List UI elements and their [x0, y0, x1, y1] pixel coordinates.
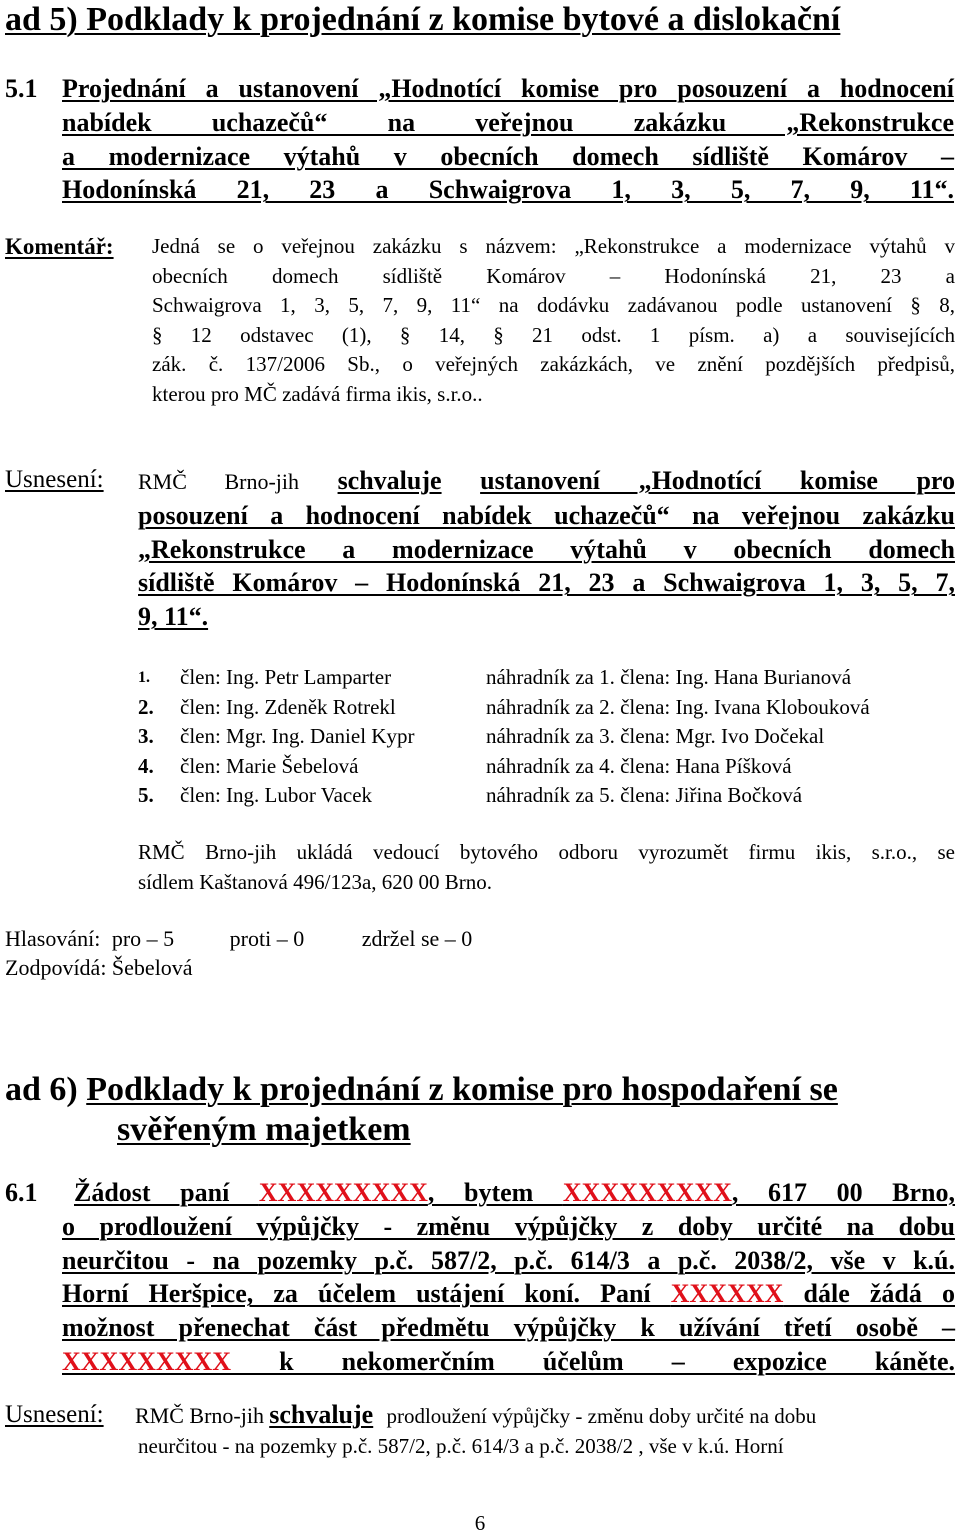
substitute-name: náhradník za 4. člena: Hana Píšková	[486, 753, 792, 778]
resolution-label-ad6: Usnesení:	[5, 1401, 104, 1428]
resolution-label-ad5: Usnesení:	[5, 466, 104, 493]
committee-members-list	[138, 663, 958, 811]
redacted-surname: XXXXXX	[670, 1279, 784, 1309]
voting-row	[5, 924, 472, 954]
comment-line: obecních domech sídliště Komárov – Hodonínská 21, 23 a	[152, 263, 955, 288]
member-name: člen: Ing. Zdeněk Rotrekl	[180, 694, 396, 719]
resolution-verb: schvaluje	[269, 1400, 374, 1429]
item-text: k nekomerčním účelům – expozice káněte.	[231, 1346, 955, 1376]
item-line: neurčitou - na pozemky p.č. 587/2, p.č. 614/3 a p.č. 2038/2, vše v k.ú.	[62, 1245, 955, 1275]
resolution-line: sídliště Komárov – Hodonínská 21, 23 a Schwaigrova 1, 3, 5, 7,	[138, 568, 955, 598]
voting-for: pro – 5	[111, 926, 175, 951]
voting-against: proti – 0	[229, 926, 305, 951]
heading-line: Podklady k projednání z komise pro hospodaření se	[86, 1071, 838, 1108]
comment-label: Komentář:	[5, 234, 114, 259]
instruction-line: RMČ Brno-jih ukládá vedoucí bytového odboru vyrozumět firmu ikis, s.r.o., se	[138, 840, 955, 864]
item-title-line: a modernizace výtahů v obecních domech sídliště Komárov –	[62, 141, 954, 171]
list-item	[138, 722, 958, 752]
comment-line: Jedná se o veřejnou zakázku s názvem: „Rekonstrukce a modernizace výtahů v	[152, 234, 955, 258]
item-text: , 617 00 Brno,	[731, 1178, 956, 1207]
resolution-line-rest: prodloužení výpůjčky - změnu doby určité na dobu	[386, 1404, 817, 1428]
resolution-line: posouzení a hodnocení nabídek uchazečů“ na veřejnou zakázku	[138, 500, 955, 530]
item-title-5-1	[62, 72, 954, 207]
member-name: člen: Ing. Lubor Vacek	[180, 783, 373, 807]
member-number: 5.	[138, 783, 154, 807]
responsible-person: Zodpovídá: Šebelová	[5, 955, 193, 980]
resolution-subject: RMČ Brno-jih	[135, 1403, 264, 1428]
resolution-line: 9, 11“.	[138, 602, 209, 632]
member-number: 4.	[138, 753, 154, 778]
instruction-text	[138, 838, 955, 897]
list-item	[138, 693, 958, 723]
resolution-verb: schvaluje	[337, 466, 442, 495]
redacted-third-party: XXXXXXXXX	[62, 1346, 231, 1376]
substitute-name: náhradník za 5. člena: Jiřina Bočková	[486, 783, 803, 807]
item-text: dále žádá o	[783, 1279, 955, 1309]
list-item	[138, 781, 958, 811]
resolution-first-line-rest: ustanovení „Hodnotící komise pro	[480, 466, 955, 495]
item-title-line: Projednání a ustanovení „Hodnotící komise pro posouzení a hodnocení	[62, 74, 954, 103]
item-text: Horní Heršpice, za účelem ustájení koní. Paní	[62, 1279, 671, 1309]
list-item	[138, 663, 958, 693]
item-text: Žádost paní	[74, 1178, 259, 1207]
heading-prefix: ad 6)	[5, 1071, 78, 1108]
section-heading-ad5: ad 5) Podklady k projednání z komise bytové a dislokační	[5, 1, 841, 38]
comment-text	[152, 232, 955, 409]
voting-abstain: zdržel se – 0	[361, 926, 473, 951]
resolution-line: neurčitou - na pozemky p.č. 587/2, p.č. 614/3 a p.č. 2038/2 , vše v k.ú. Horní	[138, 1433, 784, 1458]
comment-line: kterou pro MČ zadává firma ikis, s.r.o..	[152, 381, 483, 406]
substitute-name: náhradník za 2. člena: Ing. Ivana Klobouková	[486, 694, 870, 719]
redacted-name: XXXXXXXXX	[258, 1178, 428, 1207]
item-text: , bytem	[427, 1178, 563, 1207]
substitute-name: náhradník za 3. člena: Mgr. Ivo Dočekal	[486, 724, 825, 748]
page-number: 6	[474, 1511, 486, 1535]
member-number: 3.	[138, 724, 154, 748]
section-heading-ad6	[5, 1070, 960, 1150]
item-title-line: Hodonínská 21, 23 a Schwaigrova 1, 3, 5, 7, 9, 11“.	[62, 175, 954, 205]
substitute-name: náhradník za 1. člena: Ing. Hana Burianová	[486, 665, 852, 689]
resolution-text-ad5	[138, 464, 955, 634]
member-number: 1.	[138, 669, 150, 686]
resolution-subject: RMČ Brno-jih	[138, 469, 300, 494]
item-line: o prodloužení výpůjčky - změnu výpůjčky z doby určité na dobu	[62, 1211, 955, 1241]
item-line: možnost přenechat část předmětu výpůjčky k užívání třetí osobě –	[62, 1313, 955, 1343]
redacted-address: XXXXXXXXX	[562, 1178, 732, 1207]
item-number-6-1: 6.1	[5, 1178, 38, 1207]
voting-label: Hlasování:	[5, 926, 101, 951]
member-number: 2.	[138, 694, 154, 719]
member-name: člen: Marie Šebelová	[180, 753, 359, 778]
item-title-6-1	[62, 1176, 955, 1379]
comment-line: zák. č. 137/2006 Sb., o veřejných zakázkách, ve znění pozdějších předpisů,	[152, 352, 955, 376]
comment-line: § 12 odstavec (1), § 14, § 21 odst. 1 písm. a) a souvisejících	[152, 322, 955, 347]
list-item	[138, 752, 958, 782]
comment-line: Schwaigrova 1, 3, 5, 7, 9, 11“ na dodávku zadávanou podle ustanovení § 8,	[152, 293, 955, 317]
resolution-line: „Rekonstrukce a modernizace výtahů v obecních domech	[138, 534, 955, 564]
heading-line: svěřeným majetkem	[117, 1111, 411, 1148]
member-name: člen: Ing. Petr Lamparter	[180, 665, 392, 689]
resolution-text-ad6	[135, 1400, 955, 1461]
instruction-line: sídlem Kaštanová 496/123a, 620 00 Brno.	[138, 869, 493, 894]
item-title-line: nabídek uchazečů“ na veřejnou zakázku „Rekonstrukce	[62, 107, 954, 137]
member-name: člen: Mgr. Ing. Daniel Kypr	[180, 724, 415, 748]
item-number-5-1: 5.1	[5, 74, 38, 103]
